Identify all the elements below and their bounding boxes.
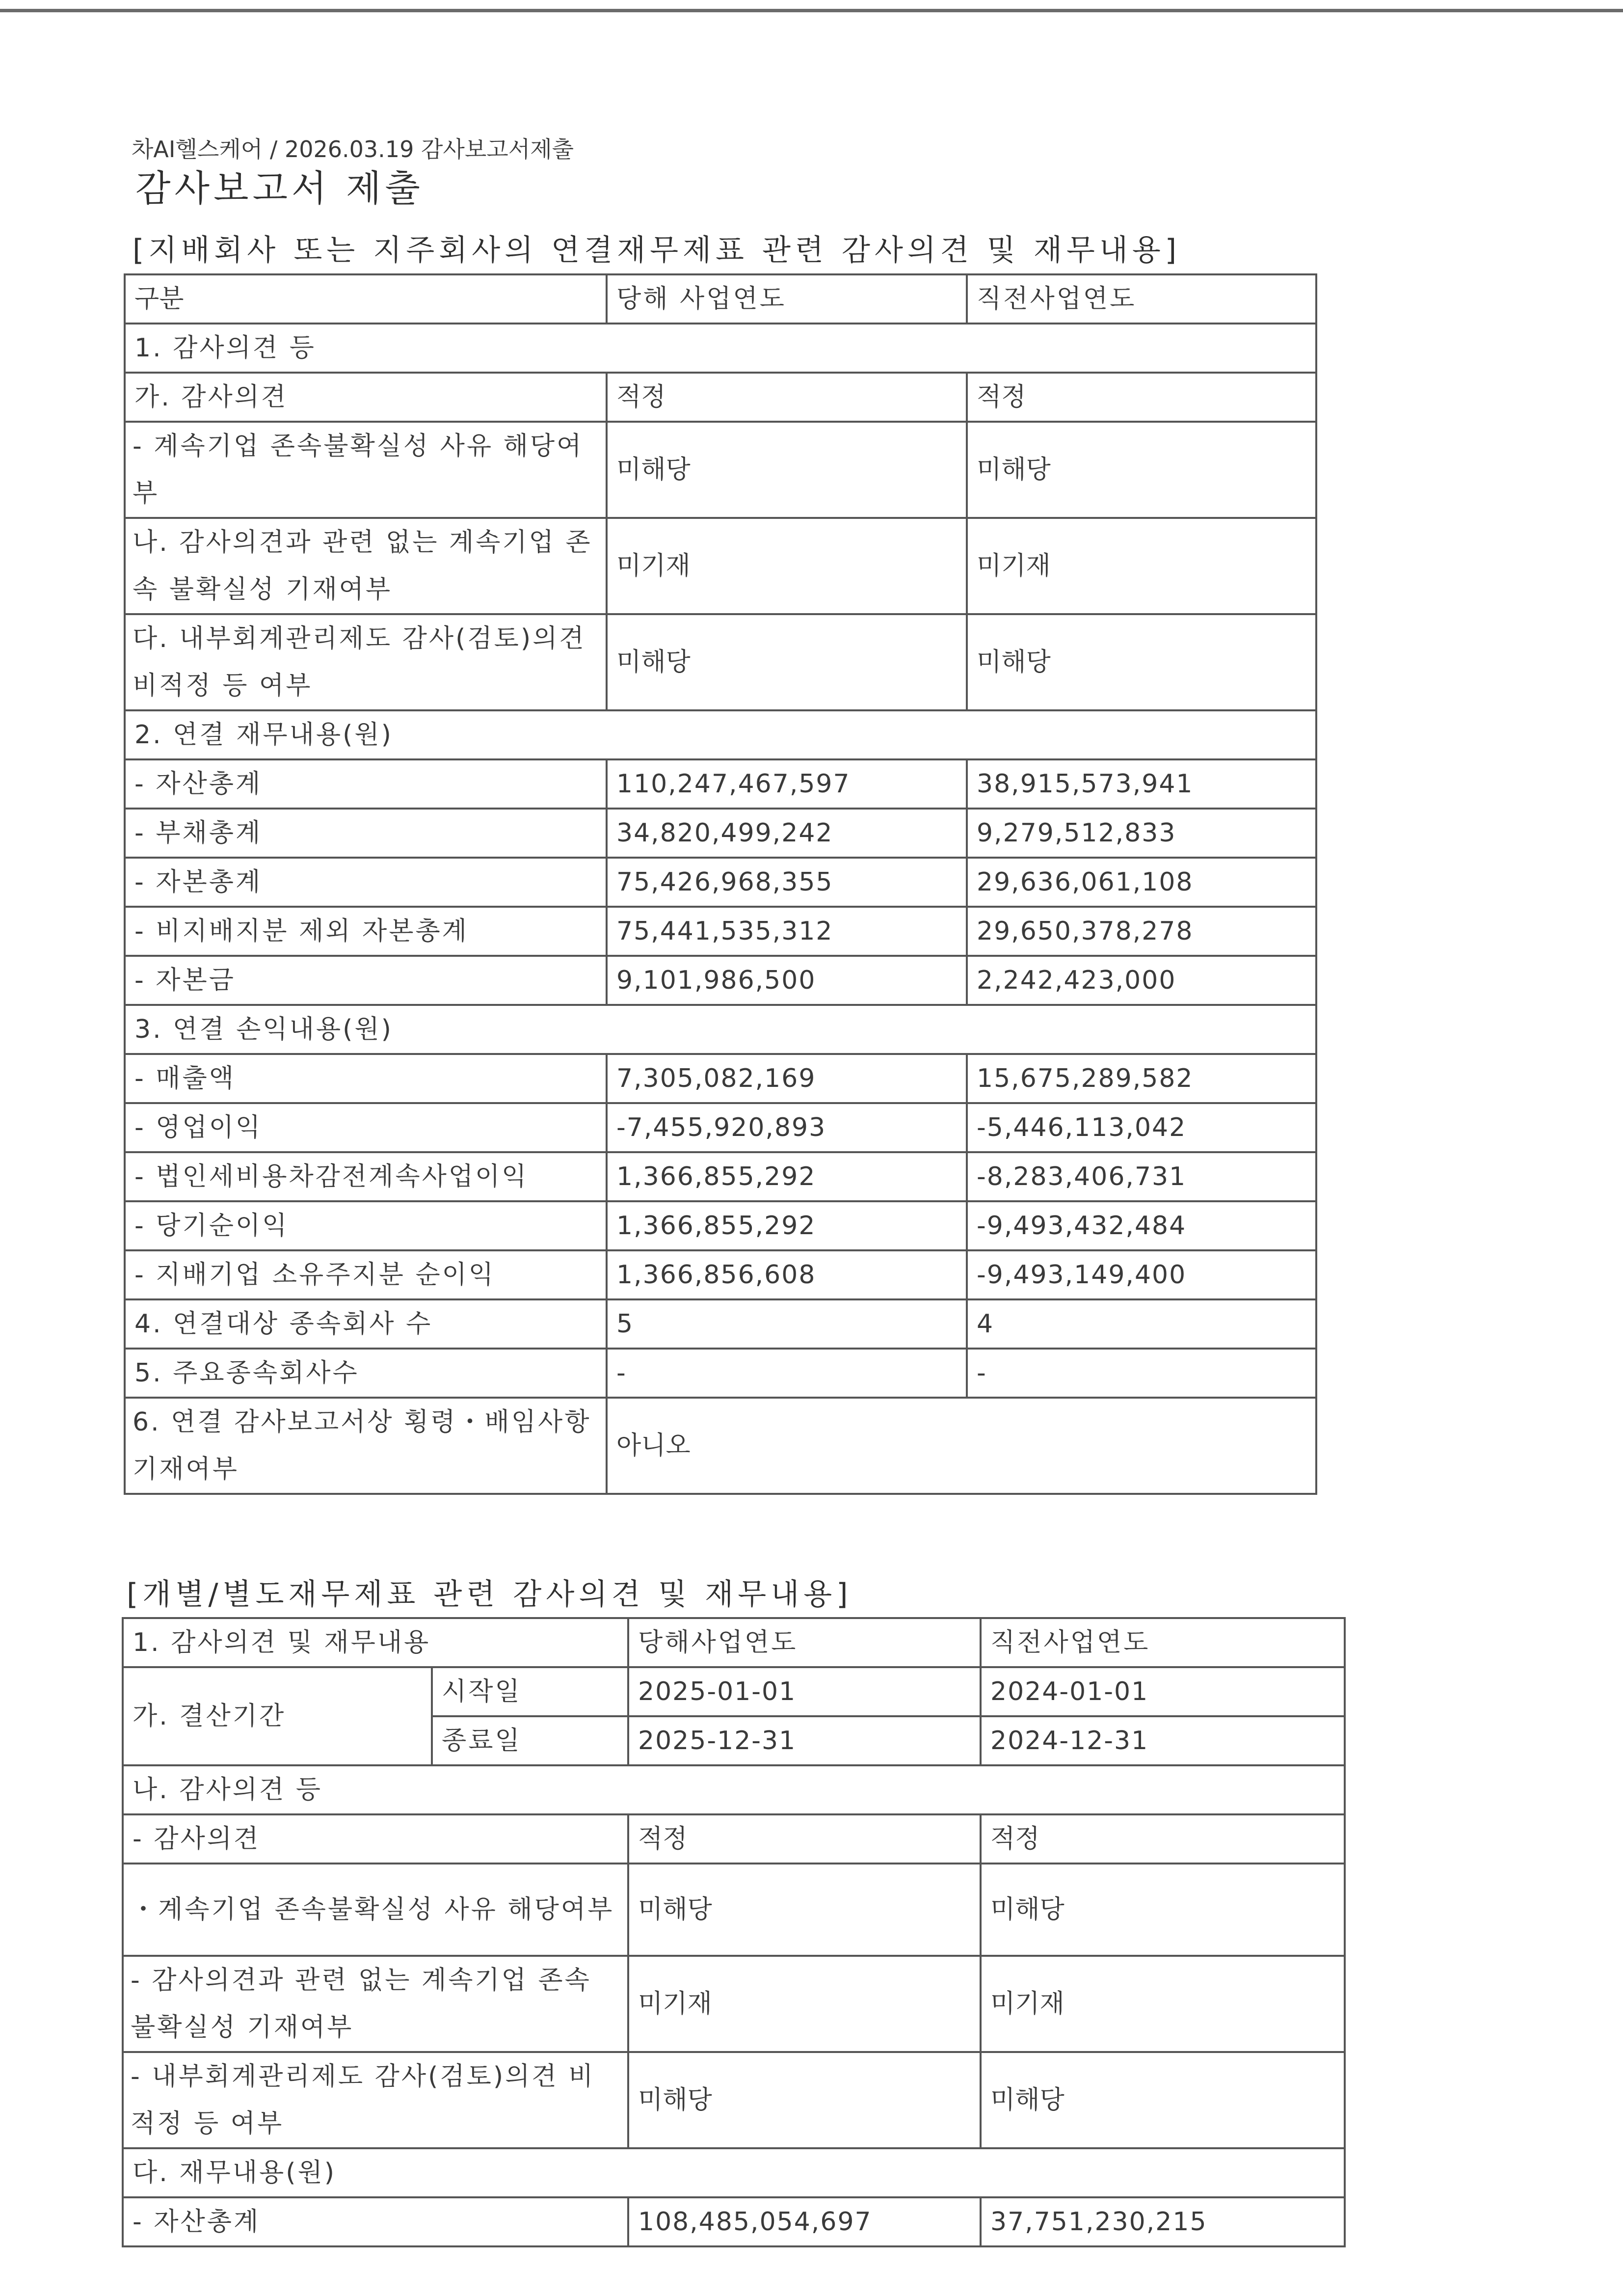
row-prior: 29,636,061,108 bbox=[967, 858, 1316, 907]
table-row bbox=[125, 324, 1316, 373]
row-current: 7,305,082,169 bbox=[607, 1054, 967, 1103]
col-header-current: 당해사업연도 bbox=[628, 1618, 981, 1667]
row-current: 5 bbox=[607, 1299, 967, 1349]
page-title: 감사보고서 제출 bbox=[135, 167, 424, 210]
row-current: 미해당 bbox=[607, 422, 967, 518]
row-prior: 적정 bbox=[981, 1814, 1345, 1864]
table-row bbox=[125, 1103, 1316, 1152]
col-header-current: 당해 사업연도 bbox=[607, 274, 967, 324]
row-value: 아니오 bbox=[607, 1398, 1316, 1494]
row-label: - 자본금 bbox=[125, 956, 607, 1005]
row-label: - 법인세비용차감전계속사업이익 bbox=[125, 1152, 607, 1201]
table-row bbox=[123, 1814, 1345, 1864]
table-row bbox=[125, 614, 1316, 710]
end-date-current: 2025-12-31 bbox=[628, 1716, 981, 1765]
table-row bbox=[123, 1956, 1345, 2052]
group-audit-opinion: 나. 감사의견 등 bbox=[123, 1765, 1345, 1814]
row-prior: 미해당 bbox=[981, 2052, 1345, 2148]
row-label: - 자본총계 bbox=[125, 858, 607, 907]
row-prior: -9,493,149,400 bbox=[967, 1250, 1316, 1299]
table-row bbox=[125, 1152, 1316, 1201]
row-label: 다. 내부회계관리제도 감사(검토)의견 비적정 등 여부 bbox=[125, 614, 607, 710]
row-current: 적정 bbox=[628, 1814, 981, 1864]
row-prior: 9,279,512,833 bbox=[967, 809, 1316, 858]
start-date-label: 시작일 bbox=[432, 1667, 628, 1716]
table-row bbox=[123, 1667, 1345, 1716]
row-label: - 영업이익 bbox=[125, 1103, 607, 1152]
start-date-current: 2025-01-01 bbox=[628, 1667, 981, 1716]
row-current: - bbox=[607, 1349, 967, 1398]
section2-title: [개별/별도재무제표 관련 감사의견 및 재무내용] bbox=[127, 1577, 852, 1612]
row-label: ・계속기업 존속불확실성 사유 해당여부 bbox=[123, 1864, 628, 1956]
col-header-prior: 직전사업연도 bbox=[967, 274, 1316, 324]
row-prior: 미해당 bbox=[981, 1864, 1345, 1956]
end-date-label: 종료일 bbox=[432, 1716, 628, 1765]
row-current: 1,366,856,608 bbox=[607, 1250, 967, 1299]
row-label: 가. 감사의견 bbox=[125, 373, 607, 422]
row-current: 108,485,054,697 bbox=[628, 2197, 981, 2246]
row-label: - 지배기업 소유주지분 순이익 bbox=[125, 1250, 607, 1299]
col-header-category: 1. 감사의견 및 재무내용 bbox=[123, 1618, 628, 1667]
report-header-line: 차AI헬스케어 / 2026.03.19 감사보고서제출 bbox=[132, 136, 574, 162]
row-current: 미해당 bbox=[628, 2052, 981, 2148]
row-prior: -9,493,432,484 bbox=[967, 1201, 1316, 1250]
table-row bbox=[125, 1299, 1316, 1349]
row-prior: 미기재 bbox=[981, 1956, 1345, 2052]
row-current: 미기재 bbox=[607, 518, 967, 614]
table-row bbox=[123, 2148, 1345, 2197]
group-consolidated-financials: 2. 연결 재무내용(원) bbox=[125, 710, 1316, 759]
row-prior: -8,283,406,731 bbox=[967, 1152, 1316, 1201]
table-row bbox=[125, 858, 1316, 907]
table-row bbox=[125, 710, 1316, 759]
end-date-prior: 2024-12-31 bbox=[981, 1716, 1345, 1765]
table-row bbox=[125, 956, 1316, 1005]
table-row bbox=[123, 2197, 1345, 2246]
table-row bbox=[125, 518, 1316, 614]
row-label: - 비지배지분 제외 자본총계 bbox=[125, 907, 607, 956]
group-consolidated-pl: 3. 연결 손익내용(원) bbox=[125, 1005, 1316, 1054]
row-current: 110,247,467,597 bbox=[607, 759, 967, 809]
row-prior: 4 bbox=[967, 1299, 1316, 1349]
row-current: 미해당 bbox=[607, 614, 967, 710]
row-label: - 매출액 bbox=[125, 1054, 607, 1103]
row-current: 34,820,499,242 bbox=[607, 809, 967, 858]
row-current: 미기재 bbox=[628, 1956, 981, 2052]
table-row bbox=[125, 1005, 1316, 1054]
group-financials: 다. 재무내용(원) bbox=[123, 2148, 1345, 2197]
table-row bbox=[125, 759, 1316, 809]
table-row bbox=[125, 422, 1316, 518]
table-row bbox=[125, 1201, 1316, 1250]
consolidated-audit-table bbox=[124, 273, 1317, 1495]
row-prior: 15,675,289,582 bbox=[967, 1054, 1316, 1103]
row-prior: 미해당 bbox=[967, 614, 1316, 710]
row-prior: 29,650,378,278 bbox=[967, 907, 1316, 956]
row-label: - 감사의견 bbox=[123, 1814, 628, 1864]
row-label: 나. 감사의견과 관련 없는 계속기업 존속 불확실성 기재여부 bbox=[125, 518, 607, 614]
table-row bbox=[125, 1349, 1316, 1398]
row-label: - 자산총계 bbox=[123, 2197, 628, 2246]
start-date-prior: 2024-01-01 bbox=[981, 1667, 1345, 1716]
row-prior: 38,915,573,941 bbox=[967, 759, 1316, 809]
row-label: - 감사의견과 관련 없는 계속기업 존속 불확실성 기재여부 bbox=[123, 1956, 628, 2052]
row-label: - 부채총계 bbox=[125, 809, 607, 858]
col-header-category: 구분 bbox=[125, 274, 607, 324]
table-row bbox=[125, 1398, 1316, 1494]
period-label: 가. 결산기간 bbox=[123, 1667, 432, 1765]
table-row bbox=[125, 1054, 1316, 1103]
row-prior: -5,446,113,042 bbox=[967, 1103, 1316, 1152]
row-label: - 자산총계 bbox=[125, 759, 607, 809]
col-header-prior: 직전사업연도 bbox=[981, 1618, 1345, 1667]
table-row bbox=[125, 809, 1316, 858]
table-row bbox=[123, 2052, 1345, 2148]
row-current: -7,455,920,893 bbox=[607, 1103, 967, 1152]
section1-title: [지배회사 또는 지주회사의 연결재무제표 관련 감사의견 및 재무내용] bbox=[133, 233, 1181, 268]
separate-audit-table bbox=[122, 1617, 1346, 2247]
row-prior: 37,751,230,215 bbox=[981, 2197, 1345, 2246]
row-label: - 내부회계관리제도 감사(검토)의견 비적정 등 여부 bbox=[123, 2052, 628, 2148]
table-row bbox=[125, 373, 1316, 422]
table-row bbox=[123, 1864, 1345, 1956]
row-prior: 미기재 bbox=[967, 518, 1316, 614]
row-prior: 적정 bbox=[967, 373, 1316, 422]
row-label: - 당기순이익 bbox=[125, 1201, 607, 1250]
table-row bbox=[125, 907, 1316, 956]
table-row bbox=[123, 1765, 1345, 1814]
row-current: 75,426,968,355 bbox=[607, 858, 967, 907]
row-current: 미해당 bbox=[628, 1864, 981, 1956]
row-label: 6. 연결 감사보고서상 횡령・배임사항 기재여부 bbox=[125, 1398, 607, 1494]
top-rule bbox=[0, 9, 1623, 12]
row-prior: 미해당 bbox=[967, 422, 1316, 518]
row-current: 9,101,986,500 bbox=[607, 956, 967, 1005]
table-row bbox=[125, 1250, 1316, 1299]
table-header-row bbox=[123, 1618, 1345, 1667]
row-current: 1,366,855,292 bbox=[607, 1152, 967, 1201]
row-prior: 2,242,423,000 bbox=[967, 956, 1316, 1005]
table-header-row bbox=[125, 274, 1316, 324]
row-current: 1,366,855,292 bbox=[607, 1201, 967, 1250]
row-current: 75,441,535,312 bbox=[607, 907, 967, 956]
row-label: 4. 연결대상 종속회사 수 bbox=[125, 1299, 607, 1349]
row-label: 5. 주요종속회사수 bbox=[125, 1349, 607, 1398]
row-prior: - bbox=[967, 1349, 1316, 1398]
group-audit-opinion: 1. 감사의견 등 bbox=[125, 324, 1316, 373]
row-label: - 계속기업 존속불확실성 사유 해당여부 bbox=[125, 422, 607, 518]
row-current: 적정 bbox=[607, 373, 967, 422]
